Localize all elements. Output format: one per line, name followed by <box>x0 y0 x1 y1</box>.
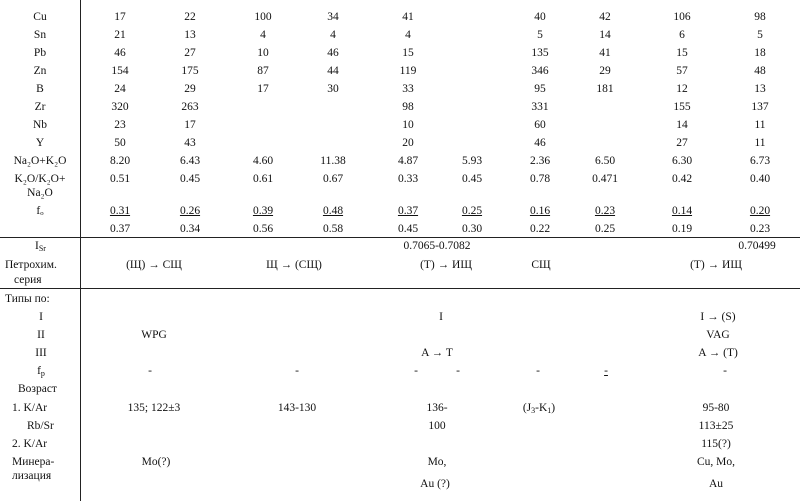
table-cell: 0.19 <box>671 223 693 235</box>
table-cell: 6 <box>679 29 685 41</box>
table-cell: 4 <box>260 29 266 41</box>
table-cell: 0.40 <box>749 173 771 185</box>
row-label: Na₂O+K₂O <box>13 155 67 167</box>
table-cell: 0.14 <box>671 205 693 217</box>
table-cell: 95 <box>534 83 546 95</box>
table-cell: 4 <box>405 29 411 41</box>
table-cell: 57 <box>676 65 688 77</box>
table-cell: 13 <box>754 83 766 95</box>
table-cell: 17 <box>184 119 196 131</box>
table-cell: 17 <box>257 83 269 95</box>
type-ii-right: VAG <box>706 329 730 341</box>
row-label: Zr <box>34 101 46 113</box>
table-cell: 155 <box>673 101 691 113</box>
mineral-value-2: Mo, <box>427 456 447 468</box>
table-cell: 0.25 <box>461 205 483 217</box>
row-divider <box>0 237 800 238</box>
table-cell: 5 <box>537 29 543 41</box>
table-cell: 0.471 <box>592 173 618 185</box>
table-cell: 46 <box>114 47 126 59</box>
table-cell: 14 <box>676 119 688 131</box>
table-cell: 106 <box>673 11 691 23</box>
table-cell: 13 <box>184 29 196 41</box>
table-cell: 0.45 <box>461 173 483 185</box>
table-cell: 34 <box>327 11 339 23</box>
table-cell: 119 <box>399 65 417 77</box>
table-cell: 48 <box>754 65 766 77</box>
table-cell: 320 <box>111 101 129 113</box>
fp-dash: - <box>456 365 460 377</box>
table-cell: 41 <box>402 11 414 23</box>
row-label: fₒ <box>36 205 44 217</box>
table-cell: 6.43 <box>179 155 201 167</box>
mineral-label-1: Минера- <box>12 456 55 468</box>
table-cell: 0.48 <box>322 205 344 217</box>
mineral-label-2: лизация <box>12 470 52 482</box>
age-header: Возраст <box>18 383 57 395</box>
table-cell: 4.60 <box>252 155 274 167</box>
table-cell: 0.25 <box>594 223 616 235</box>
table-cell: 29 <box>184 83 196 95</box>
petro-label-1: Петрохим. <box>5 259 57 271</box>
age-kar1-v2: 143-130 <box>277 402 317 414</box>
table-cell: 0.20 <box>749 205 771 217</box>
table-cell: 0.34 <box>179 223 201 235</box>
isr-value-2: 0.70499 <box>738 240 776 252</box>
table-cell: 50 <box>114 137 126 149</box>
table-cell: 22 <box>184 11 196 23</box>
table-cell: 10 <box>257 47 269 59</box>
table-cell: 0.16 <box>529 205 551 217</box>
fp-dash: - <box>604 365 608 377</box>
type-iii-label: III <box>35 347 47 359</box>
table-cell: 0.58 <box>322 223 344 235</box>
row-label: Nb <box>32 119 48 131</box>
table-cell: 263 <box>181 101 199 113</box>
mineral-value-3: Cu, Mo, <box>696 456 736 468</box>
table-cell: 33 <box>402 83 414 95</box>
petro-value-3: (Т) → ИЩ <box>420 259 472 271</box>
table-cell: 4.87 <box>397 155 419 167</box>
row-label: B <box>36 83 44 95</box>
age-kar1-v3: 136- <box>426 402 448 414</box>
table-cell: 11 <box>754 137 766 149</box>
table-cell: 0.30 <box>461 223 483 235</box>
table-cell: 0.42 <box>671 173 693 185</box>
row-label: Sn <box>33 29 47 41</box>
age-kar1-v3b: 100 <box>428 420 446 432</box>
table-cell: 14 <box>599 29 611 41</box>
petro-value-5: (Т) → ИЩ <box>690 259 742 271</box>
table-cell: 137 <box>751 101 769 113</box>
type-i-right: I → (S) <box>700 311 736 323</box>
table-cell: 98 <box>402 101 414 113</box>
age-kar2-value: 115(?) <box>701 438 731 450</box>
table-cell: 11.38 <box>320 155 346 167</box>
petro-value-4: СЩ <box>531 259 551 271</box>
table-cell: 100 <box>254 11 272 23</box>
isr-label: $I_{Sr}$ <box>35 240 46 253</box>
table-cell: 30 <box>327 83 339 95</box>
age-rbsr-value: 113±25 <box>698 420 734 432</box>
table-cell: 6.73 <box>749 155 771 167</box>
table-cell: 5.93 <box>461 155 483 167</box>
fp-dash: - <box>295 365 299 377</box>
table-cell: 15 <box>676 47 688 59</box>
table-cell: 15 <box>402 47 414 59</box>
table-cell: 181 <box>596 83 614 95</box>
table-cell: 5 <box>757 29 763 41</box>
table-cell: 0.45 <box>179 173 201 185</box>
age-rbsr-label: Rb/Sr <box>27 420 54 432</box>
age-kar1-v5: 95-80 <box>702 402 730 414</box>
table-cell: 135 <box>531 47 549 59</box>
fp-dash: - <box>723 365 727 377</box>
table-cell: 0.39 <box>252 205 274 217</box>
table-cell: 6.50 <box>594 155 616 167</box>
table-cell: 0.22 <box>529 223 551 235</box>
table-cell: 0.78 <box>529 173 551 185</box>
table-cell: 43 <box>184 137 196 149</box>
table-cell: 2.36 <box>529 155 551 167</box>
fp-dash: - <box>536 365 540 377</box>
type-ii-left: WPG <box>141 329 167 341</box>
type-i-mid: I <box>439 311 443 323</box>
table-cell: 40 <box>534 11 546 23</box>
petro-label-2: серия <box>14 274 42 286</box>
table-cell: 60 <box>534 119 546 131</box>
table-cell: 46 <box>327 47 339 59</box>
table-cell: 154 <box>111 65 129 77</box>
table-cell: 0.23 <box>749 223 771 235</box>
table-cell: 0.56 <box>252 223 274 235</box>
table-cell: 331 <box>531 101 549 113</box>
table-cell: 21 <box>114 29 126 41</box>
table-cell: 346 <box>531 65 549 77</box>
table-cell: 46 <box>534 137 546 149</box>
table-cell: 24 <box>114 83 126 95</box>
row-label: Na₂O <box>27 187 53 199</box>
fp-dash: - <box>148 365 152 377</box>
table-cell: 18 <box>754 47 766 59</box>
table-cell: 27 <box>184 47 196 59</box>
table-cell: 8.20 <box>109 155 131 167</box>
table-cell: 10 <box>402 119 414 131</box>
types-header: Типы по: <box>5 293 50 305</box>
table-cell: 98 <box>754 11 766 23</box>
table-cell: 0.61 <box>252 173 274 185</box>
age-kar1-v1: 135; 122±3 <box>127 402 181 414</box>
table-cell: 29 <box>599 65 611 77</box>
petro-value-1: (Щ) → СЩ <box>126 259 182 271</box>
table-cell: 6.30 <box>671 155 693 167</box>
table-cell: 27 <box>676 137 688 149</box>
mineral-value-2b: Au (?) <box>420 478 450 490</box>
fp-dash: - <box>414 365 418 377</box>
table-cell: 4 <box>330 29 336 41</box>
row-label: Pb <box>33 47 47 59</box>
row-label: Y <box>35 137 45 149</box>
row-divider <box>0 288 800 289</box>
type-ii-label: II <box>37 329 45 341</box>
row-label: K₂O/K₂O+ <box>14 173 66 185</box>
table-cell: 0.45 <box>397 223 419 235</box>
table-cell: 0.37 <box>397 205 419 217</box>
isr-value-1: 0.7065-0.7082 <box>403 240 471 252</box>
table-cell: 17 <box>114 11 126 23</box>
type-iii-mid: A → T <box>421 347 453 359</box>
table-cell: 175 <box>181 65 199 77</box>
table-cell: 44 <box>327 65 339 77</box>
age-kar1-label: 1. K/Ar <box>12 402 48 414</box>
type-i-label: I <box>39 311 43 323</box>
table-cell: 0.23 <box>594 205 616 217</box>
row-label: Cu <box>33 11 47 23</box>
table-cell: 23 <box>114 119 126 131</box>
table-cell: 0.33 <box>397 173 419 185</box>
table-cell: 0.37 <box>109 223 131 235</box>
table-cell: 0.26 <box>179 205 201 217</box>
mineral-value-1: Mo(?) <box>141 456 171 468</box>
table-cell: 11 <box>754 119 766 131</box>
type-iii-right: A → (T) <box>698 347 738 359</box>
row-label: Zn <box>33 65 47 77</box>
label-column-divider <box>80 0 81 501</box>
table-cell: 0.31 <box>109 205 131 217</box>
table-cell: 0.51 <box>109 173 131 185</box>
table-cell: 0.67 <box>322 173 344 185</box>
table-cell: 20 <box>402 137 414 149</box>
mineral-value-3b: Au <box>708 478 724 490</box>
table-cell: 42 <box>599 11 611 23</box>
table-cell: 87 <box>257 65 269 77</box>
age-kar1-v4: $(J_3-K_1)$ <box>522 402 556 415</box>
table-cell: 12 <box>676 83 688 95</box>
type-fp-label: $f_p$ <box>37 365 45 378</box>
age-kar2-label: 2. K/Ar <box>12 438 48 450</box>
table-cell: 41 <box>599 47 611 59</box>
petro-value-2: Щ → (СЩ) <box>266 259 322 271</box>
